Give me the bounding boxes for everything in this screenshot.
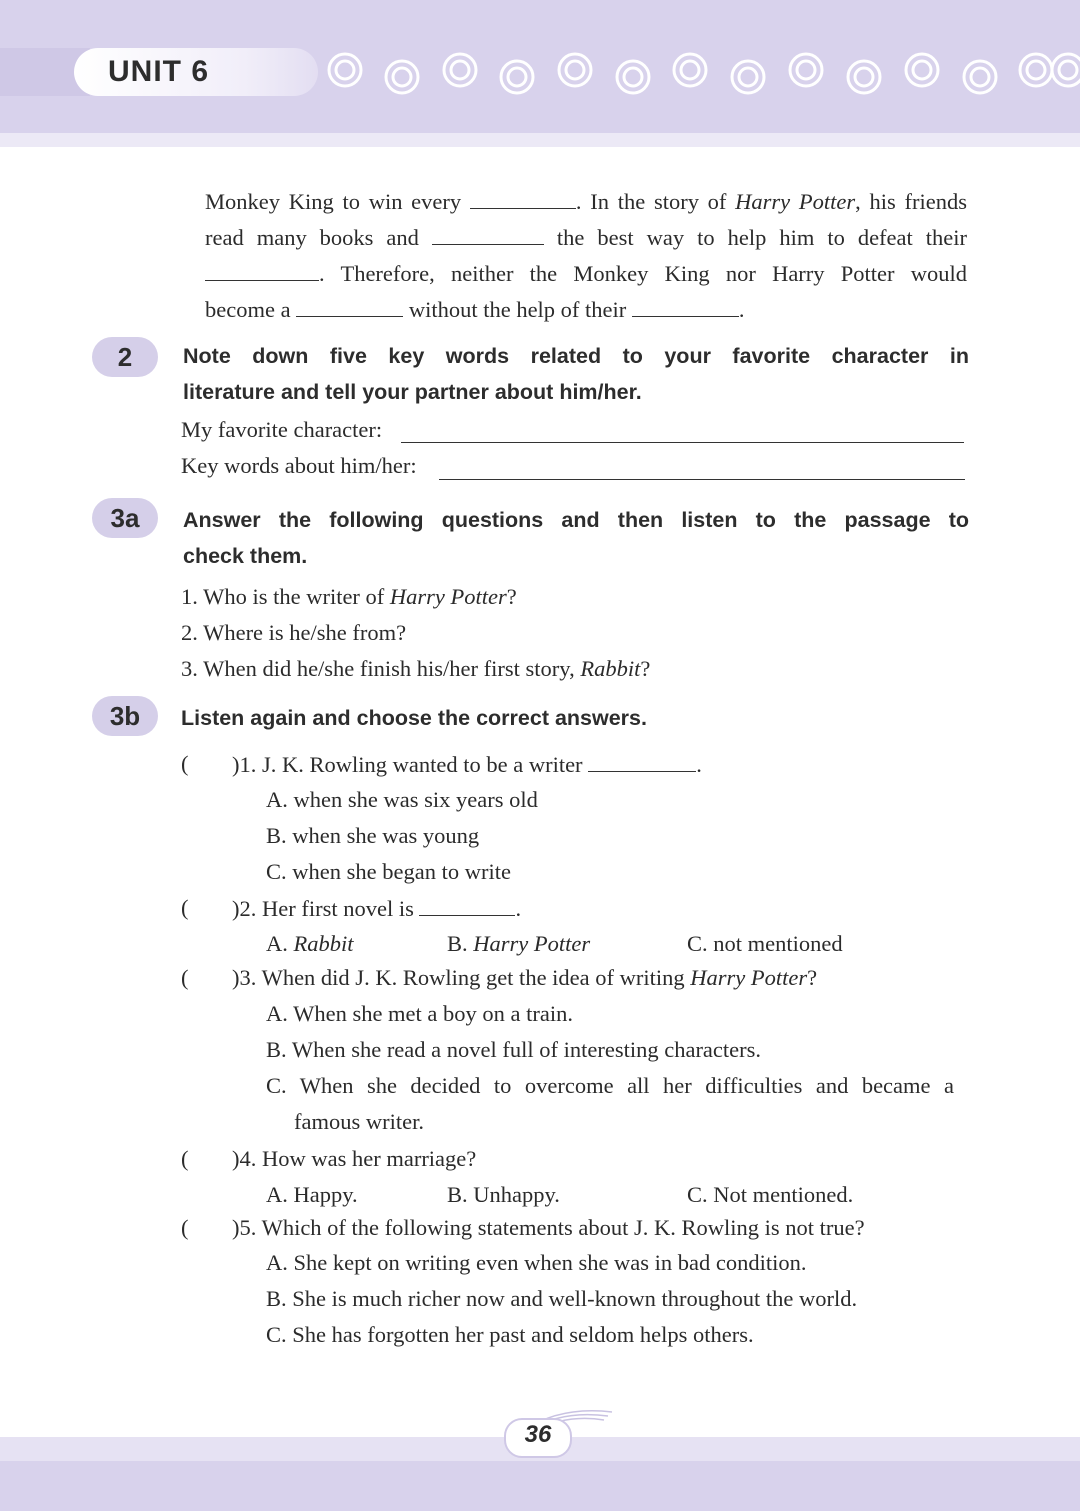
passage-blank[interactable]: [470, 186, 576, 209]
section-3b-badge: 3b: [92, 696, 158, 736]
unit-title: UNIT 6: [108, 55, 210, 88]
option-a[interactable]: A. When she met a boy on a train.: [266, 1001, 574, 1026]
question-3a-2: 2. Where is he/she from?: [181, 620, 407, 645]
question-3b-3: )3. When did J. K. Rowling get the idea of writing Harry Potter?: [232, 965, 818, 990]
option-c[interactable]: C. When she decided to overcome all her difficulties and became a: [266, 1073, 954, 1098]
option-b[interactable]: B. Unhappy.: [447, 1182, 560, 1207]
option-b[interactable]: B. Harry Potter: [447, 931, 591, 956]
favorite-character-field[interactable]: [401, 441, 964, 443]
question-3b-1: )1. J. K. Rowling wanted to be a writer .: [232, 749, 702, 780]
option-c[interactable]: C. when she began to write: [266, 859, 511, 884]
answer-blank[interactable]: [588, 749, 696, 772]
option-a[interactable]: A. Happy.: [266, 1182, 358, 1207]
option-b[interactable]: B. She is much richer now and well-known throughout the world.: [266, 1286, 858, 1311]
page-number: 36: [524, 1421, 552, 1448]
header-strip: [0, 133, 1080, 147]
passage-line-4: become a without the help of their .: [205, 294, 745, 325]
option-a[interactable]: A. Rabbit: [266, 931, 354, 956]
passage-blank[interactable]: [205, 258, 319, 281]
passage-line-1: Monkey King to win every . In the story of Harry Potter, his friends: [205, 186, 967, 217]
passage-blank[interactable]: [632, 294, 739, 317]
option-c[interactable]: C. She has forgotten her past and seldom helps others.: [266, 1322, 754, 1347]
key-words-field[interactable]: [439, 478, 965, 480]
answer-paren[interactable]: (: [181, 751, 189, 776]
passage-line-2: read many books and the best way to help him to defeat their: [205, 222, 967, 253]
option-c[interactable]: C. Not mentioned.: [687, 1182, 854, 1207]
question-3b-4: )4. How was her marriage?: [232, 1146, 477, 1171]
passage-blank[interactable]: [296, 294, 403, 317]
answer-paren[interactable]: (: [181, 895, 189, 920]
passage-line-3: . Therefore, neither the Monkey King nor Harry Potter would: [205, 258, 967, 289]
question-3a-3: 3. When did he/she finish his/her first story, Rabbit?: [181, 656, 651, 681]
answer-paren[interactable]: (: [181, 965, 189, 990]
favorite-character-label: My favorite character:: [181, 417, 383, 442]
section-3a-instruction: Answer the following questions and then listen to the passage to check them.: [183, 508, 969, 568]
option-a[interactable]: A. when she was six years old: [266, 787, 538, 812]
answer-paren[interactable]: (: [181, 1215, 189, 1240]
key-words-label: Key words about him/her:: [181, 453, 417, 478]
answer-blank[interactable]: [419, 893, 515, 916]
question-3b-5: )5. Which of the following statements about J. K. Rowling is not true?: [232, 1215, 865, 1240]
decorative-circles-icon: [320, 50, 1080, 100]
section-2-badge: 2: [92, 337, 158, 377]
answer-paren[interactable]: (: [181, 1146, 189, 1171]
question-3a-1: 1. Who is the writer of Harry Potter?: [181, 584, 517, 609]
option-c-continued: famous writer.: [294, 1109, 424, 1134]
option-c[interactable]: C. not mentioned: [687, 931, 843, 956]
section-3a-badge: 3a: [92, 498, 158, 538]
section-3b-instruction: Listen again and choose the correct answers.: [181, 706, 647, 730]
option-b[interactable]: B. When she read a novel full of interesting characters.: [266, 1037, 762, 1062]
passage-blank[interactable]: [432, 222, 544, 245]
question-3b-2: )2. Her first novel is .: [232, 893, 521, 924]
section-2-instruction: Note down five key words related to your favorite character in literature and tell your partner about him/her.: [183, 344, 969, 404]
option-b[interactable]: B. when she was young: [266, 823, 480, 848]
option-a[interactable]: A. She kept on writing even when she was in bad condition.: [266, 1250, 807, 1275]
